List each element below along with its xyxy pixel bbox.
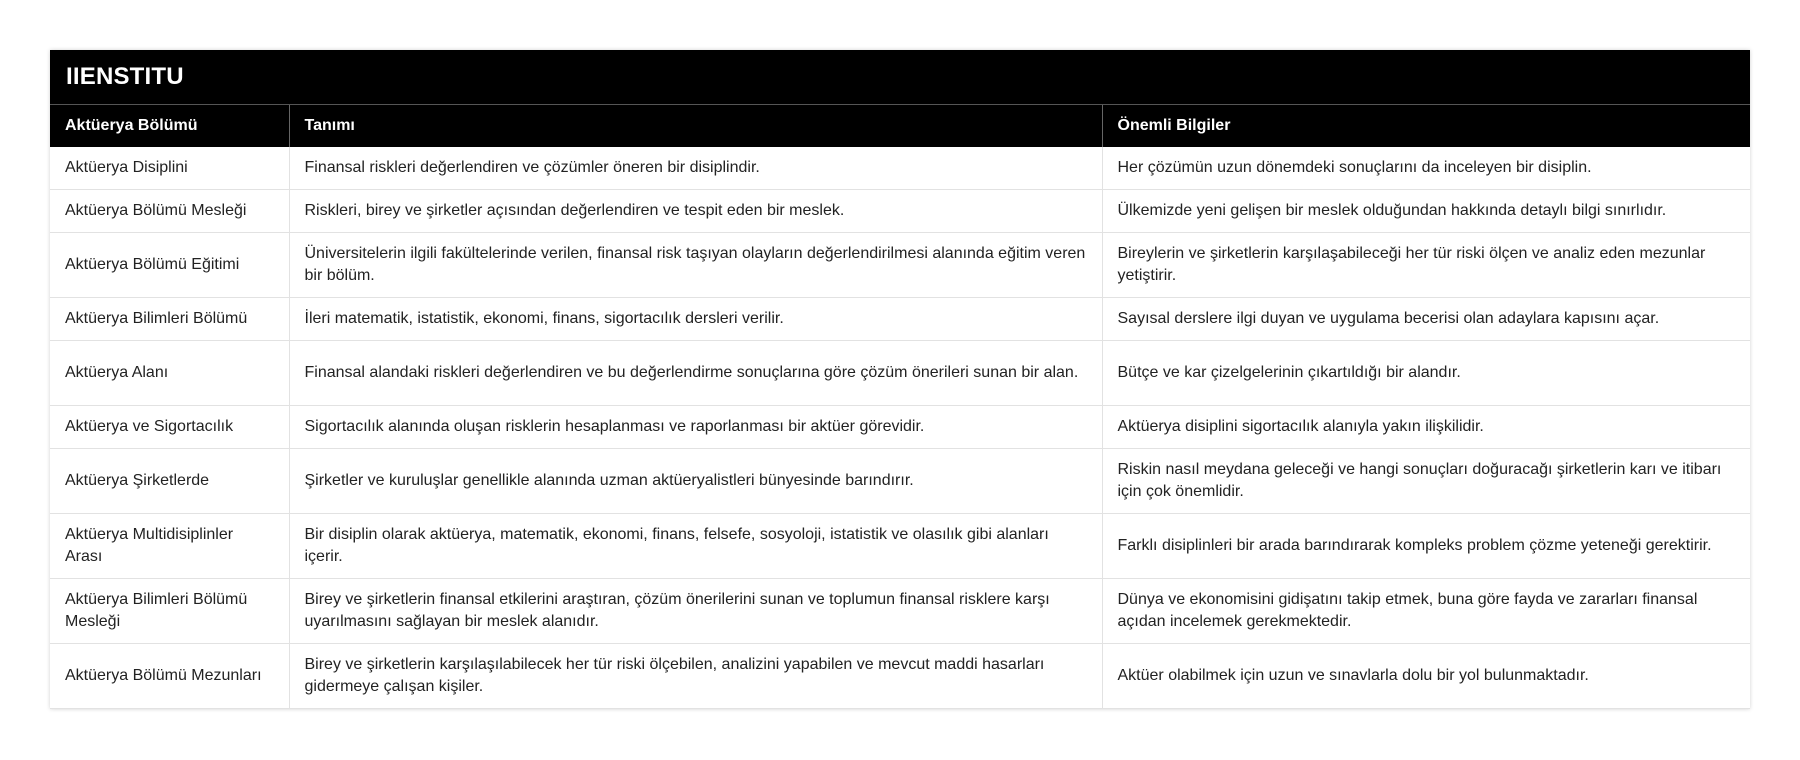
cell-definition: Birey ve şirketlerin karşılaşılabilecek her tür riski ölçebilen, analizini yapabilen ve mevcut maddi hasarları gidermeye çalışan kişiler.: [289, 644, 1102, 709]
cell-section: Aktüerya Disiplini: [50, 147, 289, 190]
cell-key-info: Her çözümün uzun dönemdeki sonuçlarını da inceleyen bir disiplin.: [1102, 147, 1750, 190]
cell-section: Aktüerya ve Sigortacılık: [50, 406, 289, 449]
table-row: [50, 147, 1750, 190]
table-row: [50, 644, 1750, 709]
cell-section: Aktüerya Bölümü Eğitimi: [50, 233, 289, 298]
table-row: [50, 298, 1750, 341]
cell-definition: Şirketler ve kuruluşlar genellikle alanında uzman aktüeryalistleri bünyesinde barındırır.: [289, 449, 1102, 514]
cell-definition: Sigortacılık alanında oluşan risklerin hesaplanması ve raporlanması bir aktüer görevidir.: [289, 406, 1102, 449]
table-card: [50, 50, 1750, 709]
header-key-info: Önemli Bilgiler: [1102, 105, 1750, 147]
table-row: [50, 449, 1750, 514]
table-header-row: [50, 105, 1750, 147]
cell-definition: Finansal alandaki riskleri değerlendiren ve bu değerlendirme sonuçlarına göre çözüm önerileri sunan bir alan.: [289, 341, 1102, 406]
cell-key-info: Bireylerin ve şirketlerin karşılaşabileceği her tür riski ölçen ve analiz eden mezunlar yetiştirir.: [1102, 233, 1750, 298]
brand-title: IIENSTITU: [50, 50, 1750, 105]
cell-section: Aktüerya Bölümü Mezunları: [50, 644, 289, 709]
cell-definition: Riskleri, birey ve şirketler açısından değerlendiren ve tespit eden bir meslek.: [289, 190, 1102, 233]
cell-definition: Finansal riskleri değerlendiren ve çözümler öneren bir disiplindir.: [289, 147, 1102, 190]
cell-key-info: Riskin nasıl meydana geleceği ve hangi sonuçları doğuracağı şirketlerin karı ve itibarı için çok önemlidir.: [1102, 449, 1750, 514]
cell-definition: İleri matematik, istatistik, ekonomi, finans, sigortacılık dersleri verilir.: [289, 298, 1102, 341]
table-row: [50, 341, 1750, 406]
cell-key-info: Farklı disiplinleri bir arada barındırarak kompleks problem çözme yeteneği gerektirir.: [1102, 514, 1750, 579]
cell-key-info: Aktüer olabilmek için uzun ve sınavlarla dolu bir yol bulunmaktadır.: [1102, 644, 1750, 709]
cell-definition: Üniversitelerin ilgili fakültelerinde verilen, finansal risk taşıyan olayların değerlendirilmesi alanında eğitim veren bir bölüm.: [289, 233, 1102, 298]
cell-section: Aktüerya Multidisiplinler Arası: [50, 514, 289, 579]
cell-section: Aktüerya Şirketlerde: [50, 449, 289, 514]
table-row: [50, 579, 1750, 644]
cell-section: Aktüerya Alanı: [50, 341, 289, 406]
cell-key-info: Bütçe ve kar çizelgelerinin çıkartıldığı bir alandır.: [1102, 341, 1750, 406]
table-row: [50, 233, 1750, 298]
cell-section: Aktüerya Bilimleri Bölümü Mesleği: [50, 579, 289, 644]
cell-key-info: Ülkemizde yeni gelişen bir meslek olduğundan hakkında detaylı bilgi sınırlıdır.: [1102, 190, 1750, 233]
cell-definition: Birey ve şirketlerin finansal etkilerini araştıran, çözüm önerilerini sunan ve toplumun finansal risklere karşı uyarılmasını sağlayan bir meslek alanıdır.: [289, 579, 1102, 644]
cell-key-info: Sayısal derslere ilgi duyan ve uygulama becerisi olan adaylara kapısını açar.: [1102, 298, 1750, 341]
cell-key-info: Dünya ve ekonomisini gidişatını takip etmek, buna göre fayda ve zararları finansal açıdan incelemek gerekmektedir.: [1102, 579, 1750, 644]
header-definition: Tanımı: [289, 105, 1102, 147]
table-row: [50, 406, 1750, 449]
table-row: [50, 514, 1750, 579]
header-section: Aktüerya Bölümü: [50, 105, 289, 147]
table-row: [50, 190, 1750, 233]
info-table: [50, 105, 1750, 709]
cell-section: Aktüerya Bilimleri Bölümü: [50, 298, 289, 341]
cell-key-info: Aktüerya disiplini sigortacılık alanıyla yakın ilişkilidir.: [1102, 406, 1750, 449]
cell-section: Aktüerya Bölümü Mesleği: [50, 190, 289, 233]
cell-definition: Bir disiplin olarak aktüerya, matematik, ekonomi, finans, felsefe, sosyoloji, istatistik ve olasılık gibi alanları içerir.: [289, 514, 1102, 579]
